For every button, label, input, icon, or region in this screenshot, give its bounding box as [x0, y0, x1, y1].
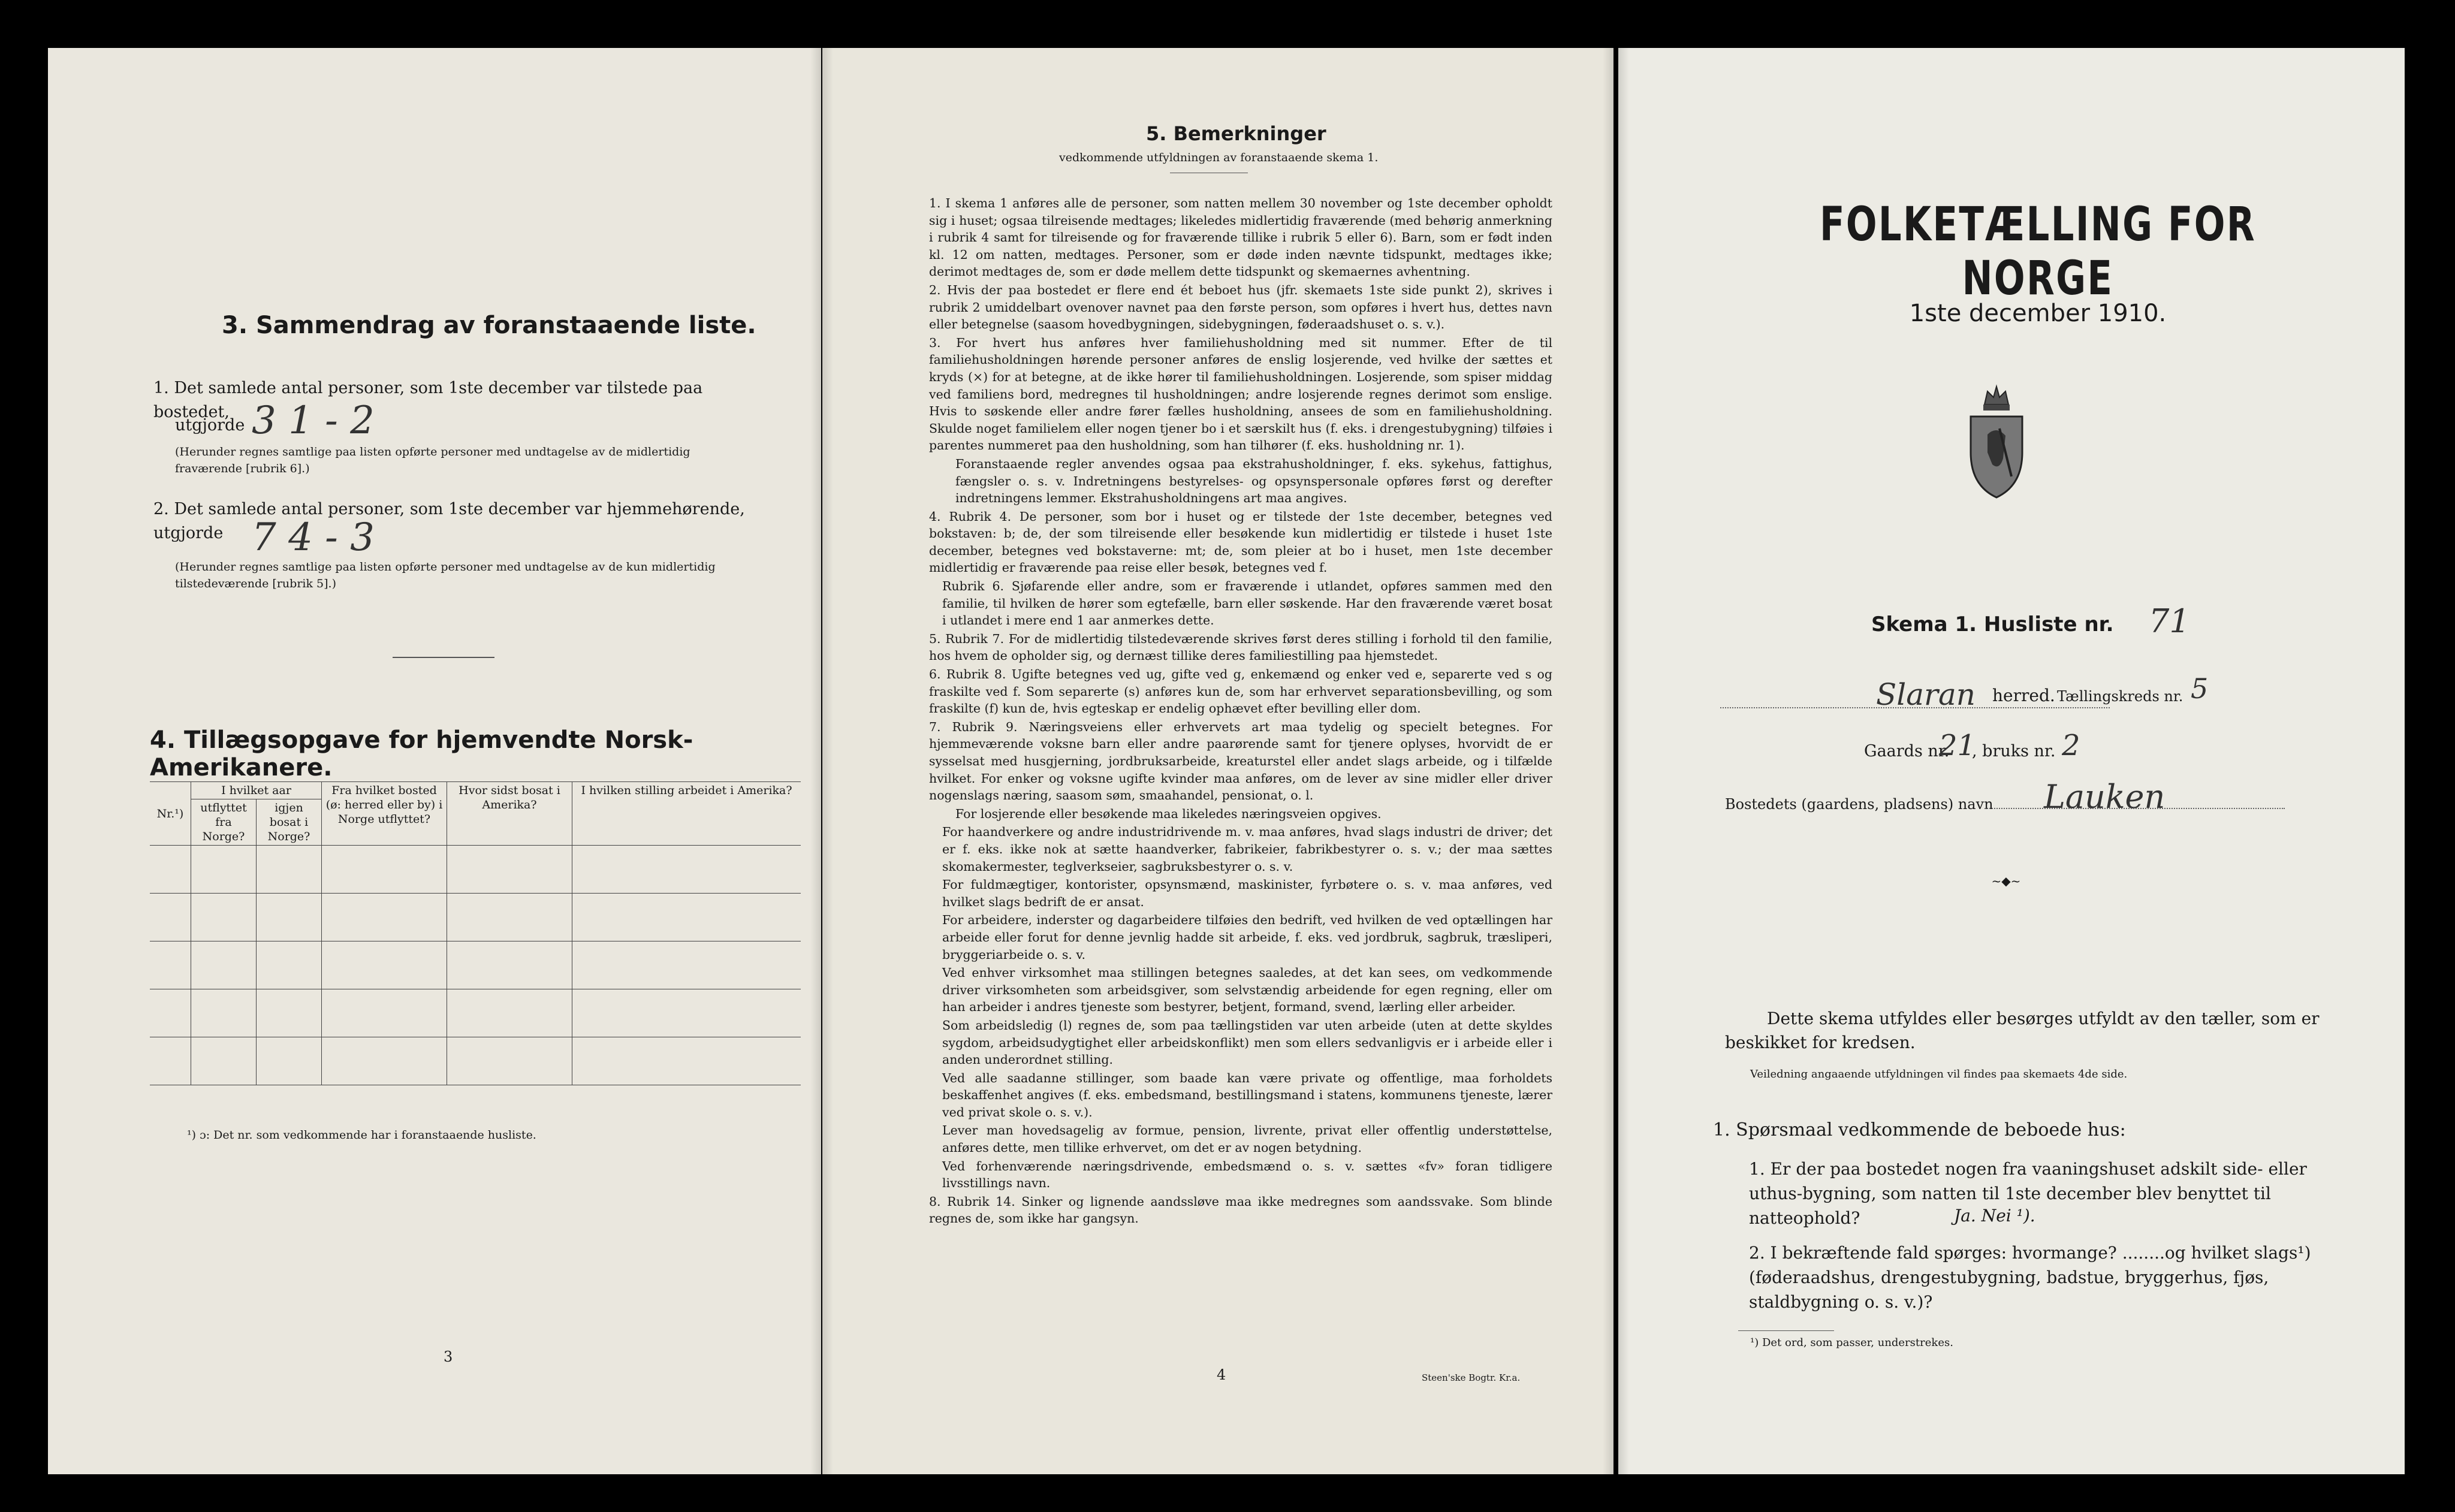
item1-prefix: utgjorde — [175, 416, 245, 434]
remark-7g: Som arbeidsledig (l) regnes de, som paa tællingstiden var uten arbeide (uten at dette skyldes sygdom, arbeidsudygtighet eller arbeidskonflikt) men som ellers sedvanligvis er i arbeide eller i anden underordnet stilling. — [942, 1018, 1552, 1067]
col-emigrated: utflyttet fra Norge? — [191, 799, 257, 846]
remark-7h: Ved alle saadanne stillinger, som baade kan være private og offentlige, maa forholdets beskaffenhet angives (f. eks. embedsmand, bestillingsmand i statens, kommunens tjeneste, lærer ved privat skole o. s. v.). — [942, 1070, 1552, 1119]
col-from-where: Fra hvilket bosted (ø: herred eller by) i Norge utflyttet? — [322, 782, 447, 846]
page-number: 4 — [1217, 1366, 1226, 1383]
remark-3b: Foranstaaende regler anvendes ogsaa paa ekstrahusholdninger, f. eks. sykehus, fattighus, fængsler o. s. v. Indretningens bestyrelses- og opsynspersonale opføres først og derefter indretningens lemmer. Ekstrahusholdningens art maa angives. — [955, 456, 1552, 506]
remark-2: 2. Hvis der paa bostedet er flere end ét beboet hus (jfr. skemaets 1ste side punkt 2), skrives i rubrik 2 umiddelbart ovenover navnet paa den første person, som opføres i hvert hus, dettes navn eller betegnelse (saasom hovedbygningen, sidebygningen, føderaadshuset o. s. v.). — [929, 282, 1552, 332]
item2-note: (Herunder regnes samtlige paa listen opførte personer med undtagelse av de kun midlertidig tilstedeværende [rubrik 5].) — [175, 560, 716, 590]
remark-7: 7. Rubrik 9. Næringsveiens eller erhvervets art maa tydelig og specielt betegnes. For hjemmeværende voksne barn eller andre paarørende samt for tjenere oplyses, hvorvidt de er sysselsat med husgjerning, jordbruksarbeide, kreaturstel eller andet slags arbeide, og i tilfælde hvilket. For enker og voksne ugifte kvinder maa anføres, om de lever av sine midler eller driver nogenslags næring, saasom søm, smaahandel, pensionat, o. l. — [929, 719, 1552, 803]
remark-6: 6. Rubrik 8. Ugifte betegnes ved ug, gifte ved g, enkemænd og enker ved e, separerte ved s og fraskilte ved f. Som separerte (s) anføres kun de, som har erhvervet separationsbevilling, og som fraskilte (f) kun de, hvis egteskap er endelig ophævet efter bevilling eller dom. — [929, 667, 1552, 716]
item2-value: 7 4 - 3 — [252, 515, 375, 560]
question-1: 1. Er der paa bostedet nogen fra vaaningshuset adskilt side- eller uthus-bygning, som natten til 1ste december blev benyttet til natteophold? — [1749, 1159, 2307, 1228]
remark-7j: Ved forhenværende næringsdrivende, embedsmænd o. s. v. sættes «fv» foran tidligere livsstillings navn. — [942, 1158, 1552, 1191]
herred-value: Slaran — [1876, 677, 1976, 712]
left-page — [48, 48, 821, 1474]
gaards-label: Gaards nr. — [1864, 742, 1950, 760]
remark-8: 8. Rubrik 14. Sinker og lignende aandssløve maa ikke medregnes som aandssvake. Som blinde regnes de, som ikke har gangsyn. — [929, 1194, 1552, 1226]
item1-text: 1. Det samlede antal personer, som 1ste december var tilstede paa bostedet, — [153, 379, 703, 421]
remark-4: 4. Rubrik 4. De personer, som bor i huset og er tilstede der 1ste december, betegnes ved bokstaven: b; de, der som tilreisende eller besøkende kun midlertidig er tilstede i huset 1ste december, betegnes ved bokstaverne: mt; de, som pleier at bo i huset, men 1ste december midlertidig er fraværende paa reise eller besøk, betegnes ved f. — [929, 509, 1552, 575]
col-group-year: I hvilket aar — [191, 782, 322, 799]
schema-label: Skema 1. Husliste nr. — [1871, 612, 2114, 636]
instruction-small: Veiledning angaaende utfyldningen vil findes paa skemaets 4de side. — [1750, 1068, 2128, 1081]
questions-header: 1. Spørsmaal vedkommende de beboede hus: — [1713, 1119, 2126, 1140]
section4-title: 4. Tillægsopgave for hjemvendte Norsk-Amerikanere. — [150, 726, 693, 781]
kreds-label: Tællingskreds nr. — [2057, 688, 2183, 705]
remark-1: 1. I skema 1 anføres alle de personer, som natten mellem 30 november og 1ste december opholdt sig i huset; ogsaa tilreisende medtages; likeledes midlertidig fraværende (med behørig anmerkning i rubrik 4 samt for tilreisende og for fraværende tillike i rubrik 5 eller 6). Barn, som er født inden kl. 12 om natten, medtages. Personer, som er døde inden nævnte tidspunkt, medtages ikke; derimot medtages de, som er døde mellem dette tidspunkt og skemaernes avhentning. — [929, 196, 1552, 279]
col-returned: igjen bosat i Norge? — [257, 799, 322, 846]
right-page — [1618, 48, 2405, 1474]
census-title: FOLKETÆLLING FOR NORGE — [1819, 198, 2257, 306]
instruction-text: Dette skema utfyldes eller besørges utfyldt av den tæller, som er beskikket for kredsen. — [1725, 1009, 2320, 1052]
bosted-label: Bostedets (gaardens, pladsens) navn — [1725, 796, 1993, 813]
section3-title: 3. Sammendrag av foranstaaende liste. — [222, 312, 756, 339]
item1-note: (Herunder regnes samtlige paa listen opførte personer med undtagelse av de midlertidig fraværende [rubrik 6].) — [175, 445, 690, 475]
printer-mark: Steen'ske Bogtr. Kr.a. — [1422, 1372, 1521, 1383]
remark-7f: Ved enhver virksomhet maa stillingen betegnes saaledes, at det kan sees, om vedkommende driver virksomheten som arbeidsgiver, som selvstændig arbeidende for egen regning, eller om han arbeider i andres tjeneste som bestyrer, betjent, formand, svend, lærling eller arbeider. — [942, 965, 1552, 1015]
remark-7c: For haandverkere og andre industridrivende m. v. maa anføres, hvad slags industri de driver; det er f. eks. ikke nok at sætte haandverker, fabrikeier, fabrikbestyrer o. s. v.; der maa sættes skomakermester, teglverkseier, sagbruksbestyrer o. s. v. — [942, 825, 1552, 874]
footnote: ¹) Det ord, som passer, understrekes. — [1750, 1336, 1953, 1349]
bruks-label: , bruks nr. — [1972, 742, 2056, 760]
coat-of-arms-icon — [1964, 381, 2029, 500]
remarks-title: 5. Bemerkninger — [1146, 122, 1326, 145]
bruks-value: 2 — [2062, 729, 2080, 762]
divider — [1738, 1330, 1834, 1331]
question-2: 2. I bekræftende fald spørges: hvormange? ........og hvilket slags¹) (føderaadshus, drengestubygning, badstue, bryggerhus, fjøs, staldbygning o. s. v.)? — [1749, 1243, 2311, 1312]
middle-page — [822, 48, 1613, 1474]
remarks-subtitle: vedkommende utfyldningen av foranstaaende skema 1. — [1059, 151, 1379, 164]
gaards-value: 21 — [1939, 729, 1976, 762]
remark-3: 3. For hvert hus anføres hver familiehusholdning med sit nummer. Efter de til familiehusholdningen hørende personer anføres de enslig losjerende, ved hvilke der sættes et kryds (×) for at betegne, at de ikke hører til familiehusholdningen. Losjerende, som spiser middag ved familiens bord, medregnes til husholdningen; andre losjerende regnes derimot som enslige. Hvis to søskende eller andre fører fælles husholdning, ansees de som en familiehusholdning. Skulde noget familielem eller nogen tjener bo i et særskilt hus (f. eks. i drengestubygning) tilføies i parentes nummeret paa den husholdning, som han tilhører (f. eks. husholdning nr. 1). — [929, 335, 1552, 453]
item2-text: 2. Det samlede antal personer, som 1ste december var hjemmehørende, utgjorde — [153, 500, 745, 542]
bosted-line — [1985, 808, 2285, 809]
col-last-lived: Hvor sidst bosat i Amerika? — [447, 782, 572, 846]
bosted-value: Lauken — [2044, 778, 2166, 816]
remark-7d: For fuldmægtiger, kontorister, opsynsmænd, maskinister, fyrbøtere o. s. v. maa anføres, ved hvilket slags bedrift de er ansat. — [942, 877, 1552, 909]
item1-value: 3 1 - 2 — [252, 399, 375, 443]
herred-label: herred. — [1992, 686, 2055, 705]
question-1-answer: Ja. Nei ¹). — [1948, 1206, 2035, 1226]
col-occupation: I hvilken stilling arbeidet i Amerika? — [572, 782, 801, 846]
norsk-amerikanere-table — [150, 781, 801, 1085]
ornament-icon: ~◆~ — [1991, 874, 2021, 888]
col-nr: Nr.¹) — [150, 782, 191, 846]
remark-7i: Lever man hovedsagelig av formue, pension, livrente, privat eller offentlig understøttelse, anføres dette, men tillike erhvervet, om det er av nogen betydning. — [942, 1123, 1552, 1155]
remark-7e: For arbeidere, inderster og dagarbeidere tilføies den bedrift, ved hvilken de ved optællingen har arbeide eller forut for denne jevnlig hadde sit arbeide, f. eks. ved jordbruk, sagbruk, træsliperi, bryggeriarbeide o. s. v. — [942, 913, 1552, 962]
table-footnote: ¹) ɔ: Det nr. som vedkommende har i foranstaaende husliste. — [187, 1128, 536, 1142]
husliste-number: 71 — [2149, 602, 2190, 640]
census-date: 1ste december 1910. — [1909, 300, 2167, 327]
remark-5: 5. Rubrik 7. For de midlertidig tilstedeværende skrives først deres stilling i forhold til den familie, hos hvem de opholder sig, og dernæst tillike deres familiestilling paa hjemstedet. — [929, 631, 1552, 663]
remark-4b: Rubrik 6. Sjøfarende eller andre, som er fraværende i utlandet, opføres sammen med den familie, til hvilken de hører som egtefælle, barn eller søskende. Har den fraværende været bosat i utlandet i mere end 1 aar anmerkes dette. — [942, 579, 1552, 628]
kreds-value: 5 — [2191, 672, 2209, 705]
remarks-body — [929, 195, 1552, 1229]
remark-7b: For losjerende eller besøkende maa likeledes næringsveien opgives. — [955, 806, 1382, 821]
page-number: 3 — [444, 1348, 453, 1365]
divider — [393, 657, 494, 658]
